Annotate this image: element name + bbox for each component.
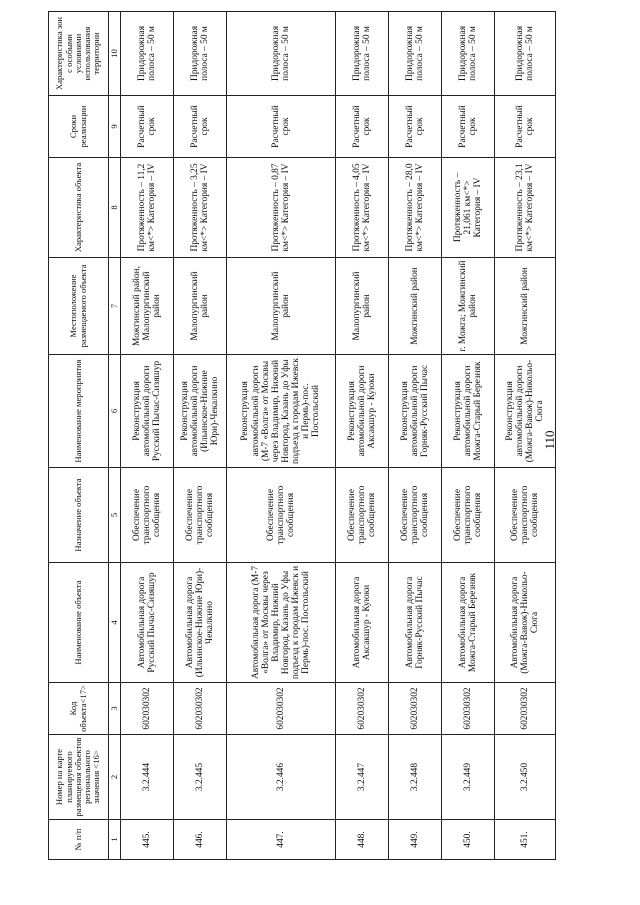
special-zone: Придорожная полоса – 50 м	[495, 12, 556, 96]
table-header-row	[49, 12, 109, 860]
header-cell: Характеристика объекта	[49, 158, 109, 258]
object-location: Можгинский район	[495, 258, 556, 355]
object-purpose: Обеспечение транспортного сообщения	[174, 468, 227, 563]
object-characteristic: Протяженность – 0,87 км<*> Категория – IV	[227, 158, 335, 258]
implementation-term: Расчетный срок	[388, 96, 441, 158]
column-number-row	[109, 12, 121, 860]
map-number: 3.2.444	[121, 735, 174, 820]
row-number: 446.	[174, 820, 227, 860]
table-row	[227, 12, 335, 860]
table-row	[388, 12, 441, 860]
header-cell: № п/п	[49, 820, 109, 860]
header-cell: Характеристика зон с особыми условиями использования территории	[49, 12, 109, 96]
implementation-term: Расчетный срок	[441, 96, 494, 158]
object-purpose: Обеспечение транспортного сообщения	[227, 468, 335, 563]
object-name: Автомобильная дорога Русский Пычас-Сизяшур	[121, 563, 174, 683]
table-row	[174, 12, 227, 860]
header-cell: Наименование мероприятия	[49, 355, 109, 468]
column-number: 3	[109, 683, 121, 735]
implementation-term: Расчетный срок	[335, 96, 388, 158]
object-name: Автомобильная дорога (Можга-Вавож)-Никольо-Сюга	[495, 563, 556, 683]
row-number: 449.	[388, 820, 441, 860]
object-purpose: Обеспечение транспортного сообщения	[121, 468, 174, 563]
row-number: 447.	[227, 820, 335, 860]
implementation-term: Расчетный срок	[121, 96, 174, 158]
object-location: Малопургинский район	[335, 258, 388, 355]
measure-name: Реконструкция автомобильной дороги (Можга-Вавож)-Никольо-Сюга	[495, 355, 556, 468]
object-characteristic: Протяженность – 3,25 км<*> Категория – IV	[174, 158, 227, 258]
object-location: Малопургинский район	[227, 258, 335, 355]
object-code: 602030302	[227, 683, 335, 735]
object-name: Автомобильная дорога Аксакшур - Куюки	[335, 563, 388, 683]
object-code: 602030302	[388, 683, 441, 735]
column-number: 8	[109, 158, 121, 258]
map-number: 3.2.449	[441, 735, 494, 820]
measure-name: Реконструкция автомобильной дороги Аксакшур - Куюки	[335, 355, 388, 468]
rotated-table-wrapper	[48, 12, 556, 860]
object-name: Автомобильная дорога (М-7 «Волга» от Москвы через Владимир, Нижний Новгород, Казань до Уфы подъезд к городам Ижевск и Пермь)-пос. Постольский	[227, 563, 335, 683]
measure-name: Реконструкция автомобильной дороги (Ильинское-Нижние Юри)-Чекалкино	[174, 355, 227, 468]
object-purpose: Обеспечение транспортного сообщения	[388, 468, 441, 563]
map-number: 3.2.446	[227, 735, 335, 820]
column-number: 9	[109, 96, 121, 158]
measure-name: Реконструкция автомобильной дороги Горняк-Русский Пычас	[388, 355, 441, 468]
map-number: 3.2.450	[495, 735, 556, 820]
table-row	[121, 12, 174, 860]
object-location: Малопургинский район	[174, 258, 227, 355]
object-name: Автомобильная дорога (Ильинское-Нижние Юри)-Чекалкино	[174, 563, 227, 683]
object-code: 602030302	[441, 683, 494, 735]
row-number: 450.	[441, 820, 494, 860]
object-name: Автомобильная дорога Горняк-Русский Пычас	[388, 563, 441, 683]
object-code: 602030302	[121, 683, 174, 735]
row-number: 448.	[335, 820, 388, 860]
map-number: 3.2.448	[388, 735, 441, 820]
special-zone: Придорожная полоса – 50 м	[174, 12, 227, 96]
object-purpose: Обеспечение транспортного сообщения	[441, 468, 494, 563]
measure-name: Реконструкция автомобильной дороги Русский Пычас-Сизяшур	[121, 355, 174, 468]
implementation-term: Расчетный срок	[174, 96, 227, 158]
object-name: Автомобильная дорога Можга-Старый Березняк	[441, 563, 494, 683]
object-location: Можгинский район	[388, 258, 441, 355]
object-characteristic: Протяженность – 21,061 км<*> Категория – IV	[441, 158, 494, 258]
column-number: 10	[109, 12, 121, 96]
row-number: 451.	[495, 820, 556, 860]
column-number: 1	[109, 820, 121, 860]
column-number: 4	[109, 563, 121, 683]
row-number: 445.	[121, 820, 174, 860]
map-number: 3.2.447	[335, 735, 388, 820]
header-cell: Код объекта<17>	[49, 683, 109, 735]
page-number: 110	[542, 430, 557, 450]
special-zone: Придорожная полоса – 50 м	[441, 12, 494, 96]
measure-name: Реконструкция автомобильной дороги (М-7 «Волга» от Москвы через Владимир, Нижний Новгород, Казань до Уфы подъезд к городам Ижевск и Пермь)-пос. Постольский	[227, 355, 335, 468]
object-characteristic: Протяженность – 23,1 км<*> Категория – IV	[495, 158, 556, 258]
special-zone: Придорожная полоса – 50 м	[388, 12, 441, 96]
object-location: Можгинский район, Малопургинский район	[121, 258, 174, 355]
header-cell: Сроки реализации	[49, 96, 109, 158]
special-zone: Придорожная полоса – 50 м	[121, 12, 174, 96]
special-zone: Придорожная полоса – 50 м	[227, 12, 335, 96]
special-zone: Придорожная полоса – 50 м	[335, 12, 388, 96]
table-row	[335, 12, 388, 860]
column-number: 2	[109, 735, 121, 820]
map-number: 3.2.445	[174, 735, 227, 820]
object-characteristic: Протяженность – 4,05 км<*> Категория – IV	[335, 158, 388, 258]
object-characteristic: Протяженность – 11,2 км<*> Категория – IV	[121, 158, 174, 258]
object-location: г. Можга; Можгинский район	[441, 258, 494, 355]
column-number: 5	[109, 468, 121, 563]
column-number: 6	[109, 355, 121, 468]
table-row	[495, 12, 556, 860]
measure-name: Реконструкция автомобильной дороги Можга-Старый Березняк	[441, 355, 494, 468]
table-row	[441, 12, 494, 860]
header-cell: Номер на карте планируемого размещения объектов регионального значения <16>	[49, 735, 109, 820]
implementation-term: Расчетный срок	[495, 96, 556, 158]
header-cell: Наименование объекта	[49, 563, 109, 683]
implementation-term: Расчетный срок	[227, 96, 335, 158]
header-cell: Местоположение размещаемого объекта	[49, 258, 109, 355]
object-purpose: Обеспечение транспортного сообщения	[335, 468, 388, 563]
object-code: 602030302	[174, 683, 227, 735]
objects-table	[48, 11, 556, 860]
object-code: 602030302	[335, 683, 388, 735]
object-purpose: Обеспечение транспортного сообщения	[495, 468, 556, 563]
object-characteristic: Протяженность – 28,0 км<*> Категория – IV	[388, 158, 441, 258]
object-code: 602030302	[495, 683, 556, 735]
header-cell: Назначение объекта	[49, 468, 109, 563]
column-number: 7	[109, 258, 121, 355]
